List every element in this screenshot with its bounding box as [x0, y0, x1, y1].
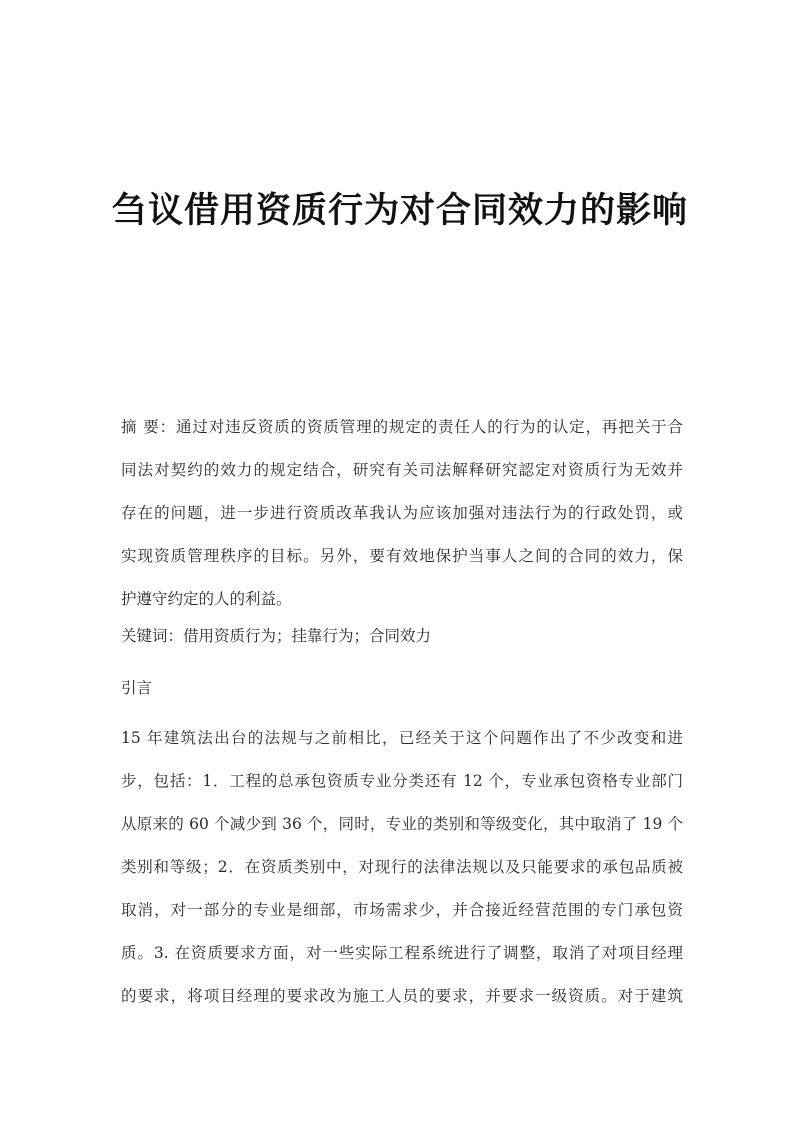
paragraph-line: 从原来的 60 个减少到 36 个，同时，专业的类别和等级变化，其中取消了 19 个: [121, 815, 683, 833]
paragraph-line: 步，包括：1．工程的总承包资质专业分类还有 12 个，专业承包资格专业部门: [121, 772, 683, 790]
paragraph-line: 质。3. 在资质要求方面，对一些实际工程系统进行了调整，取消了对项目经理: [121, 944, 683, 962]
paragraph-line: 类别和等级；2．在资质类别中，对现行的法律法规以及只能要求的承包品质被: [121, 858, 683, 876]
keywords: 关键词：借用资质行为；挂靠行为；合同效力: [121, 627, 432, 645]
abstract-line: 实现资质管理秩序的目标。另外，要有效地保护当事人之间的合同的效力，保: [121, 547, 683, 565]
abstract-line: 摘 要：通过对违反资质的资质管理的规定的责任人的行为的认定，再把关于合: [121, 418, 683, 436]
paragraph-line: 的要求，将项目经理的要求改为施工人员的要求，并要求一级资质。对于建筑: [121, 987, 683, 1005]
section-heading-intro: 引言: [121, 679, 153, 697]
abstract-line: 护遵守约定的人的利益。: [121, 590, 292, 608]
document-title: 刍议借用资质行为对合同效力的影响: [111, 191, 688, 231]
abstract-line: 存在的问题，进一步进行资质改革我认为应该加强对违法行为的行政处罚，或: [121, 504, 683, 522]
paragraph-line: 取消，对一部分的专业是细部，市场需求少，并合接近经营范围的专门承包资: [121, 901, 683, 919]
abstract: [121, 406, 683, 621]
paragraph-line: 15 年建筑法出台的法规与之前相比，已经关于这个问题作出了不少改变和进: [121, 729, 683, 747]
abstract-line: 同法对契约的效力的规定结合，研究有关司法解释研究認定对资质行为无效并: [121, 461, 683, 479]
body-paragraph: [121, 717, 683, 1018]
